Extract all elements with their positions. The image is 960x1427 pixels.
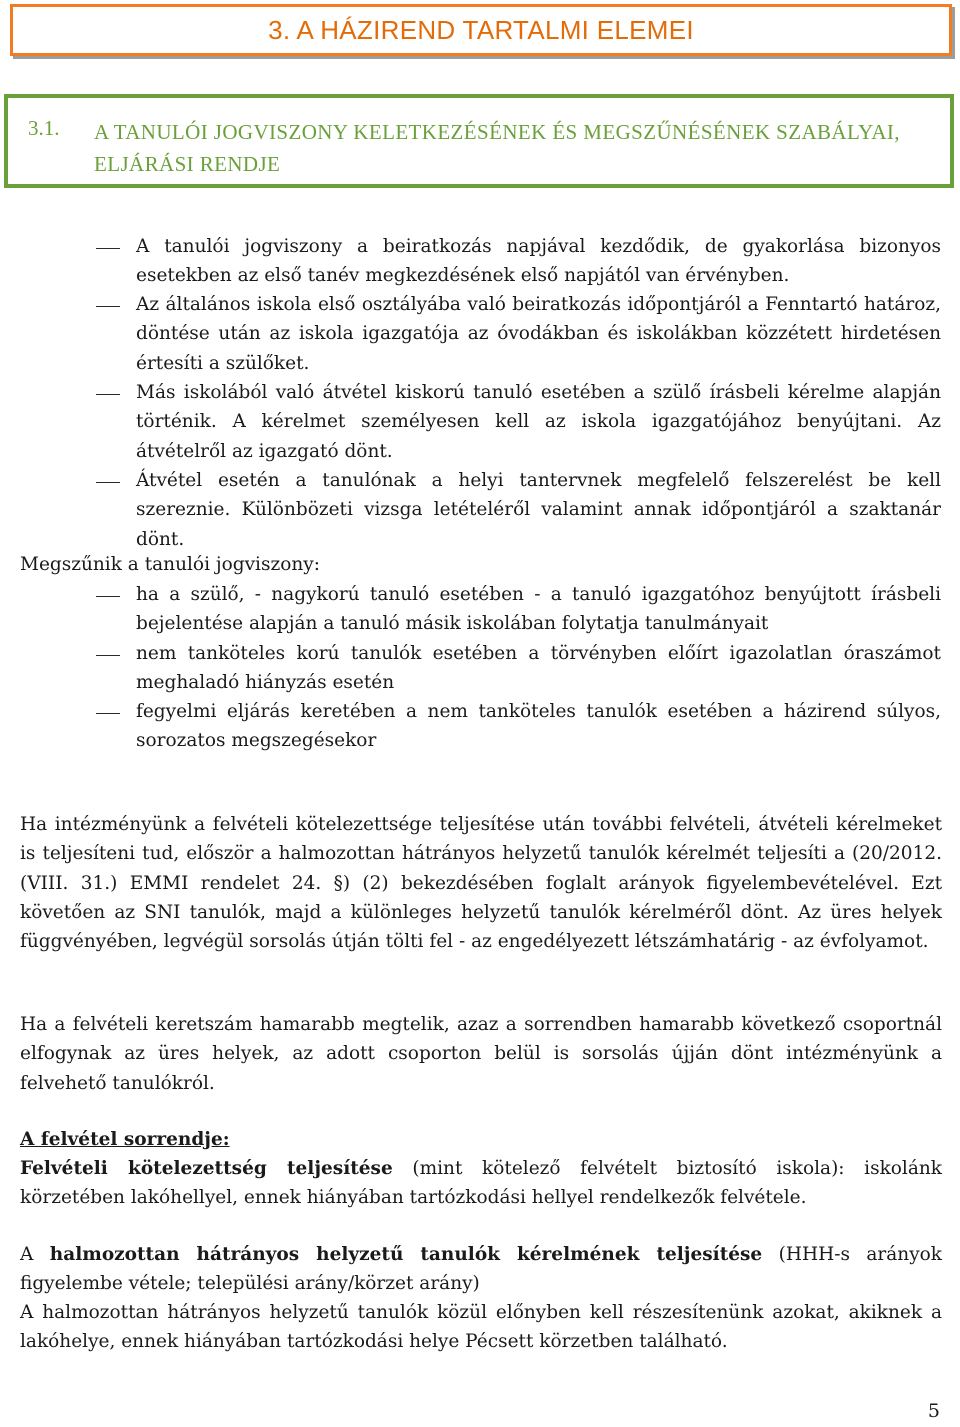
bullet-dash: [96, 713, 120, 714]
section-number: 3.1.: [28, 116, 60, 140]
termination-bullet-3: fegyelmi eljárás keretében a nem tanköteles tanulók esetében a házirend súlyos, sorozatos megszegésekor: [136, 701, 941, 752]
order-item-2-rest: (HHH-s arányok figyelembe vétele; települési arány/körzet arány): [20, 1244, 942, 1295]
termination-bullet-2: nem tanköteles korú tanulók esetében a törvényben előírt igazolatlan óraszámot meghaladó hiányzás esetén: [136, 643, 941, 694]
bullet-dash: [96, 655, 120, 656]
start-bullet-1: A tanulói jogviszony a beiratkozás napjával kezdődik, de gyakorlása bizonyos esetekben az első tanév megkezdésének első napjától van érvényben.: [136, 236, 941, 287]
bullet-dash: [96, 596, 120, 597]
bullet-dash: [96, 394, 120, 395]
bullet-dash: [96, 482, 120, 483]
order-heading: [20, 1125, 942, 1154]
termination-intro: Megszűnik a tanulói jogviszony:: [20, 554, 320, 575]
order-item-2-prefix: A: [20, 1244, 50, 1265]
order-item-2-note: A halmozottan hátrányos helyzetű tanulók közül előnyben kell részesítenünk azokat, akiknek a lakóhelye, ennek hiányában tartózkodási helye Pécsett körzetben található.: [20, 1302, 942, 1353]
order-item-1: [20, 1154, 942, 1213]
order-item-1-rest: (mint kötelező felvételt biztosító iskola): iskolánk körzetében lakóhellyel, ennek hiányában tartózkodási hellyel rendelkezők felvétele.: [20, 1158, 942, 1209]
section-heading-box: [4, 94, 954, 188]
paragraph-2: Ha a felvételi keretszám hamarabb megtelik, azaz a sorrendben hamarabb következő csoportnál elfogynak az üres helyek, az adott csoporton belül is sorsolás újján dönt intézményünk a felvehető tanulókról.: [20, 1014, 942, 1094]
chapter-title: 3. A HÁZIREND TARTALMI ELEMEI: [268, 14, 694, 45]
section-title: A TANULÓI JOGVISZONY KELETKEZÉSÉNEK ÉS MEGSZŰNÉSÉNEK SZABÁLYAI, ELJÁRÁSI RENDJE: [94, 120, 900, 176]
start-bullet-4: Átvétel esetén a tanulónak a helyi tantervnek megfelelő felszerelést be kell szereznie. Különbözeti vizsga letételéről valamint annak időpontjáról a szaktanár dönt.: [136, 470, 941, 550]
page-number: 5: [927, 1400, 940, 1422]
bullet-dash: [96, 248, 120, 249]
order-item-2-bold: halmozottan hátrányos helyzetű tanulók kérelmének teljesítése: [49, 1244, 763, 1265]
chapter-heading-box: [10, 4, 952, 56]
start-bullet-3: Más iskolából való átvétel kiskorú tanuló esetében a szülő írásbeli kérelme alapján történik. A kérelmet személyesen kell az iskola igazgatójához benyújtani. Az átvételről az igazgató dönt.: [136, 382, 941, 462]
bullet-dash: [96, 306, 120, 307]
order-item-1-bold: Felvételi kötelezettség teljesítése: [20, 1158, 393, 1179]
start-bullet-2: Az általános iskola első osztályába való beiratkozás időpontjáról a Fenntartó határoz, döntése után az iskola igazgatója az óvodákban és iskolákban közzétett hirdetésen értesíti a szülőket.: [136, 294, 941, 374]
termination-bullet-1: ha a szülő, - nagykorú tanuló esetében - a tanuló igazgatóhoz benyújtott írásbeli bejelentése alapján a tanuló másik iskolában folytatja tanulmányait: [136, 584, 941, 635]
order-heading-text: A felvétel sorrendje:: [20, 1129, 230, 1150]
paragraph-1: Ha intézményünk a felvételi kötelezettsége teljesítése után további felvételi, átvételi kérelmeket is teljesíteni tud, először a halmozottan hátrányos helyzetű tanulók kérelmét teljesíti a (20/2012. (VIII. 31.) EMMI rendelet 24. §) (2) bekezdésében foglalt arányok figyelembevételével. Ezt követően az SNI tanulók, majd a különleges helyzetű tanulók kérelméről dönt. Az üres helyek függvényében, legvégül sorsolás útján tölti fel - az engedélyezett létszámhatárig - az évfolyamot.: [20, 814, 942, 953]
order-item-2: [20, 1240, 942, 1299]
